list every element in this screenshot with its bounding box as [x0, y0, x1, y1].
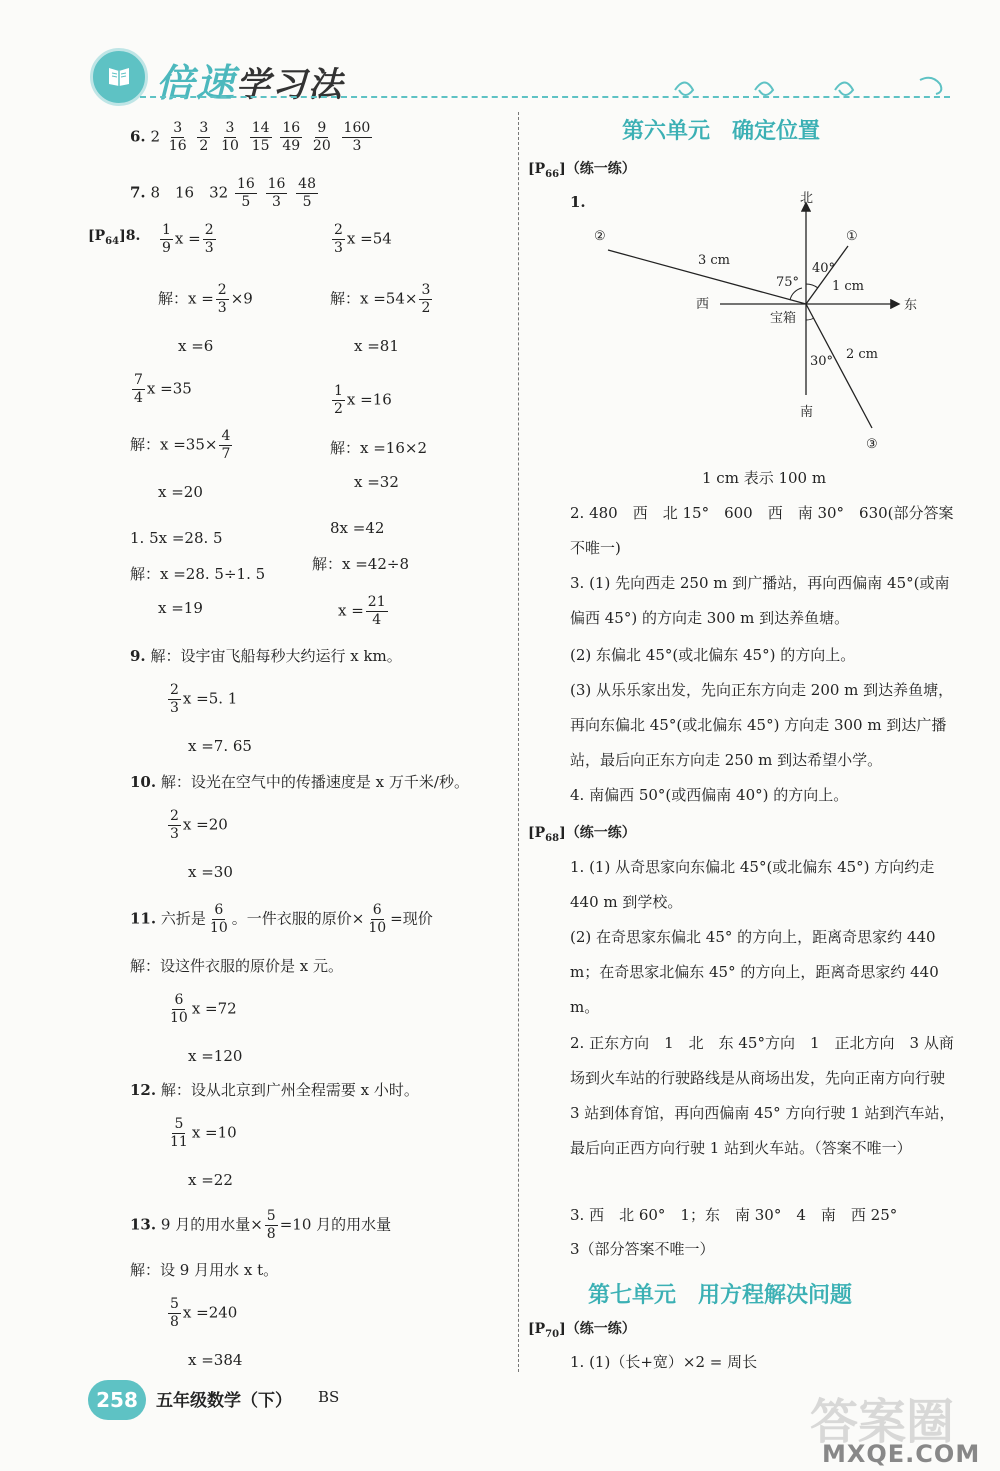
q8d-equation: $\frac{1}{2}$ x =16: [334, 383, 392, 417]
direction-diagram: [580, 190, 920, 460]
q6: [130, 120, 374, 155]
svg-text:②: ②: [594, 229, 606, 244]
p70-tag: $[P_{70}]$（练一练）: [528, 1321, 636, 1340]
svg-text:北: 北: [800, 191, 814, 206]
r1-number: 1.: [570, 193, 586, 211]
q11-answer: x =120: [188, 1047, 243, 1065]
q8e-solution: 解：x =28. 5÷1. 5: [130, 565, 266, 583]
svg-text:宝箱: 宝箱: [770, 311, 797, 326]
svg-text:答案圈: 答案圈: [810, 1394, 955, 1450]
svg-text:3 cm: 3 cm: [698, 253, 731, 268]
q8e-answer: x =19: [158, 599, 203, 617]
svg-text:东: 东: [904, 298, 918, 313]
q6-frac: $\frac{3}{16}$: [168, 120, 187, 154]
q8f-equation: 8x =42: [330, 519, 385, 537]
s3: 3. 西 北 60° 1；东 南 30° 4 南 西 25°: [570, 1206, 898, 1224]
q6-frac: $\frac{3}{2}$: [199, 120, 209, 154]
q7-frac: $\frac{48}{5}$: [298, 176, 316, 210]
r3a: 3. (1) 先向西走 250 m 到广播站，再向西偏南 45°(或南偏西 45°) 的方向走 300 m 到达养鱼塘。: [570, 574, 950, 627]
q8b-solution: 解：x =54× $\frac{3}{2}$: [330, 282, 431, 316]
book-icon: [107, 65, 131, 87]
t1: 1. (1)（长+宽）×2 = 周长: [570, 1353, 758, 1371]
q8e-equation: 1. 5x =28. 5: [130, 529, 223, 547]
p66-tag: $[P_{66}]$（练一练）: [528, 161, 636, 180]
q9-equation: $\frac{2}{3}$ x =5. 1: [170, 682, 238, 716]
svg-text:西: 西: [696, 297, 710, 312]
s2: 2. 正东方向 1 北 东 45°方向 1 正北方向 3 从商场到火车站的行驶路线是从商场出发，先向正南方向行驶 3 站到体育馆，再向西偏南 45° 方向行驶 1 站到汽车站，最后向正西方向行驶 1 站到火车站。（答案不唯一）: [570, 1034, 955, 1157]
svg-text:南: 南: [800, 405, 814, 420]
q7-number: 7.: [130, 183, 146, 202]
brand-part-a: 倍速: [156, 61, 237, 105]
s1a: 1. (1) 从奇思家向东偏北 45°(或北偏东 45°) 方向约走 440 m 到学校。: [570, 858, 935, 911]
q7-lead: 8 16 32: [150, 183, 229, 202]
swirl-decoration-icon: [670, 70, 960, 100]
s3b: 3（部分答案不唯一）: [570, 1240, 715, 1258]
column-divider: [518, 112, 519, 1372]
r2: 2. 480 西 北 15° 600 西 南 30° 630(部分答案不唯一): [570, 504, 954, 557]
q6-frac: $\frac{14}{15}$: [251, 120, 270, 154]
q8d-answer: x =32: [354, 473, 399, 491]
unit6-title: 第六单元 确定位置: [622, 119, 821, 144]
q8d-solution: 解：x =16×2: [330, 439, 427, 457]
q9: 9. 解：设宇宙飞船每秒大约运行 x km。: [130, 647, 402, 665]
q8a-answer: x =6: [178, 337, 214, 355]
brand-title: [156, 52, 344, 107]
q12-equation: $\frac{5}{11}$ x =10: [170, 1116, 237, 1150]
q6-lead: 2: [150, 127, 160, 146]
r3c: (3) 从乐乐家出发，先向正东方向走 200 m 到达养鱼塘，再向东偏北 45°(或北偏东 45°) 方向走 300 m 到达广播站，最后向正东方向走 250 m 到达希望小学。: [570, 681, 954, 769]
q8c-equation: $\frac{7}{4}$ x =35: [134, 372, 192, 406]
r4: 4. 南偏西 50°(或西偏南 40°) 的方向上。: [570, 786, 849, 804]
q8c-solution: 解：x =35× $\frac{4}{7}$: [130, 428, 231, 462]
q10: 10. 解：设光在空气中的传播速度是 x 万千米/秒。: [130, 773, 469, 791]
page-number: 258: [88, 1380, 146, 1420]
scale-note: 1 cm 表示 100 m: [702, 469, 827, 487]
q6-number: 6.: [130, 127, 146, 146]
svg-text:③: ③: [866, 437, 878, 452]
q8f-solution: 解：x =42÷8: [312, 555, 409, 573]
q8c-answer: x =20: [158, 483, 203, 501]
q8a-solution: 解：x = $\frac{2}{3}$ ×9: [158, 282, 253, 316]
q7: [130, 176, 320, 211]
s1b: (2) 在奇思家东偏北 45° 的方向上，距离奇思家约 440 m；在奇思家北偏东 45° 的方向上，距离奇思家约 440 m。: [570, 928, 939, 1016]
q8f-answer: x = $\frac{21}{4}$: [338, 594, 386, 628]
unit7-title: 第七单元 用方程解决问题: [588, 1283, 853, 1308]
q6-frac: $\frac{16}{49}$: [282, 120, 301, 154]
q6-frac: $\frac{3}{10}$: [221, 120, 239, 154]
q9-answer: x =7. 65: [188, 737, 252, 755]
svg-text:1 cm: 1 cm: [832, 279, 865, 294]
header: [80, 40, 960, 110]
svg-text:30°: 30°: [810, 354, 834, 369]
svg-text:75°: 75°: [776, 275, 800, 290]
svg-text:2 cm: 2 cm: [846, 347, 879, 362]
q12-answer: x =22: [188, 1171, 233, 1189]
brand-part-b: 学习法: [236, 65, 345, 105]
q11-equation: $\frac{6}{10}$ x =72: [170, 992, 237, 1026]
q8-page-tag: $[P_{64}]8$.: [88, 228, 141, 247]
q7-frac: $\frac{16}{5}$: [236, 176, 255, 210]
watermark-text: MXQE.COM: [822, 1440, 981, 1468]
q10-equation: $\frac{2}{3}$ x =20: [170, 808, 228, 842]
q6-frac: $\frac{160}{3}$: [343, 120, 371, 154]
q13-solution: 解：设 9 月用水 x t。: [130, 1261, 279, 1279]
q13: 13. 9 月的用水量× $\frac{5}{8}$ =10 月的用水量: [130, 1208, 392, 1242]
q7-frac: $\frac{16}{3}$: [267, 176, 286, 210]
svg-text:40°: 40°: [812, 261, 836, 276]
q13-equation: $\frac{5}{8}$ x =240: [170, 1296, 238, 1330]
q6-frac: $\frac{9}{20}$: [312, 120, 331, 154]
book-title: 五年级数学（下）: [156, 1391, 292, 1411]
q12: 12. 解：设从北京到广州全程需要 x 小时。: [130, 1081, 419, 1099]
svg-text:①: ①: [846, 229, 858, 244]
q10-answer: x =30: [188, 863, 233, 881]
q11: 11. 六折是 $\frac{6}{10}$ 。一件衣服的原价× $\frac{6}{10}$ =现价: [130, 902, 433, 936]
q11-solution: 解：设这件衣服的原价是 x 元。: [130, 957, 343, 975]
p68-tag: $[P_{68}]$（练一练）: [528, 825, 636, 844]
q13-answer: x =384: [188, 1351, 243, 1369]
r3b: (2) 东偏北 45°(或北偏东 45°) 的方向上。: [570, 646, 856, 664]
q8b-answer: x =81: [354, 337, 399, 355]
edition: BS: [318, 1388, 340, 1406]
q8b-equation: $\frac{2}{3}$ x =54: [334, 222, 392, 256]
q8a-equation: $\frac{1}{9}$ x = $\frac{2}{3}$: [162, 222, 214, 256]
